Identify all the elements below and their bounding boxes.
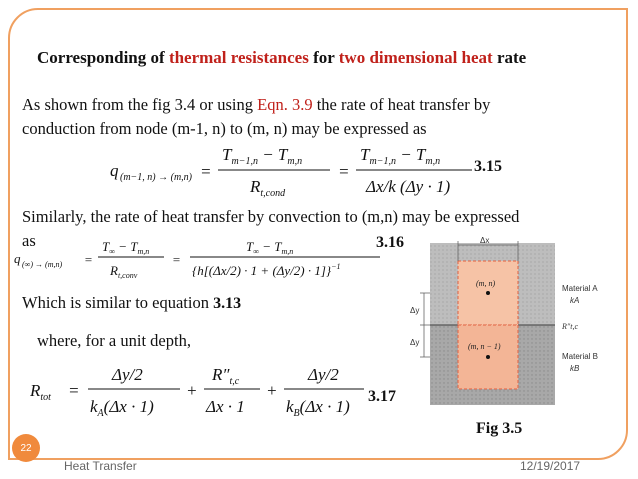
node-m-n-1	[486, 355, 490, 359]
svg-text:Δx/k (Δy · 1): Δx/k (Δy · 1)	[366, 177, 451, 196]
svg-text:kA(Δx · 1): $k_A(\Delta x \cdot 1)$	[90, 397, 154, 419]
svg-text:=: =	[338, 162, 350, 181]
svg-text:T∞ − Tm,n: $T_\infty - T_{m,n}$	[102, 239, 150, 256]
equation-number-3-17: 3.17	[368, 388, 396, 405]
node-m-n	[486, 291, 490, 295]
ka-label: kA	[570, 296, 580, 305]
svg-text:Δx · 1: Δx · 1	[206, 397, 245, 416]
dy-label-bottom: Δy	[410, 338, 420, 347]
svg-text:{h[(Δx/2) · 1 + (Δy/2) · 1]}−1: $\{h[(\Delta x/2) \cdot 1 + (\Delta y/2) \cdot 1]\}^{-1}$	[192, 262, 341, 278]
paragraph-1-line-2: conduction from node (m-1, n) to (m, n) may be expressed as	[22, 119, 427, 138]
svg-text:T∞ − Tm,n: $T_\infty - T_{m,n}$	[246, 239, 294, 256]
svg-text:Rtot: $R_{tot}$	[30, 381, 51, 403]
dx-label: Δx	[480, 236, 490, 245]
equation-number-3-16: 3.16	[376, 234, 404, 251]
equation-3-16	[14, 235, 394, 285]
equation-3-15	[110, 140, 490, 200]
paragraph-3: Which is similar to equation 3.13	[22, 293, 242, 312]
svg-text:Δy/2: Δy/2	[112, 365, 143, 384]
svg-text:=: =	[84, 252, 93, 267]
kb-label: kB	[570, 364, 580, 373]
svg-text:Tm−1,n − Tm,n: $T_{m-1,n} - T_{m,n}$	[222, 145, 303, 167]
svg-text:Rt,conv: $R_{t,conv}$	[110, 263, 138, 280]
svg-text:q: q	[110, 161, 119, 180]
paragraph-1-line-1: As shown from the fig 3.4 or using Eqn. 3.9 the rate of heat transfer by	[22, 95, 491, 114]
equation-3-17	[30, 360, 365, 422]
svg-text:kB(Δx · 1): $k_B(\Delta x \cdot 1)$	[286, 397, 350, 419]
interface-resistance-label: R″t,c	[562, 322, 578, 331]
svg-text:=: =	[68, 381, 80, 400]
svg-text:(m−1, n) → (m,n): (m−1, n) → (m,n)	[120, 172, 193, 183]
node-top-label: (m, n)	[476, 279, 496, 288]
paragraph-2-line-1: Similarly, the rate of heat transfer by convection to (m,n) may be expressed	[22, 207, 520, 226]
footer-date: 12/19/2017	[520, 459, 581, 473]
dy-label-top: Δy	[410, 306, 420, 315]
svg-text:Δy/2: Δy/2	[308, 365, 339, 384]
material-a-label: Material A	[562, 284, 598, 293]
svg-text:+: +	[186, 381, 198, 400]
slide-title: Corresponding of thermal resistances for two dimensional heat rate	[37, 48, 527, 67]
footer-left: Heat Transfer	[64, 459, 137, 473]
material-b-label: Material B	[562, 352, 599, 361]
paragraph-4: where, for a unit depth,	[37, 331, 191, 350]
figure-caption: Fig 3.5	[476, 420, 523, 437]
paragraph-2-line-2: as	[22, 231, 36, 250]
svg-text:+: +	[266, 381, 278, 400]
svg-text:Tm−1,n − Tm,n: $T_{m-1,n} - T_{m,n}$	[360, 145, 441, 167]
svg-text:=: =	[172, 252, 181, 267]
figure-3-5	[410, 233, 625, 411]
svg-text:q: q	[14, 251, 21, 266]
node-bottom-label: (m, n − 1)	[468, 342, 501, 351]
svg-text:(∞) → (m,n): (∞) → (m,n)	[22, 260, 63, 269]
svg-text:=: =	[200, 162, 212, 181]
svg-text:R″t,c: $R''_{t,c}$	[212, 365, 240, 387]
slide-number-badge: 22	[12, 434, 40, 462]
svg-text:Rt,cond: $R_{t,cond}$	[250, 177, 286, 199]
equation-number-3-15: 3.15	[474, 158, 502, 175]
